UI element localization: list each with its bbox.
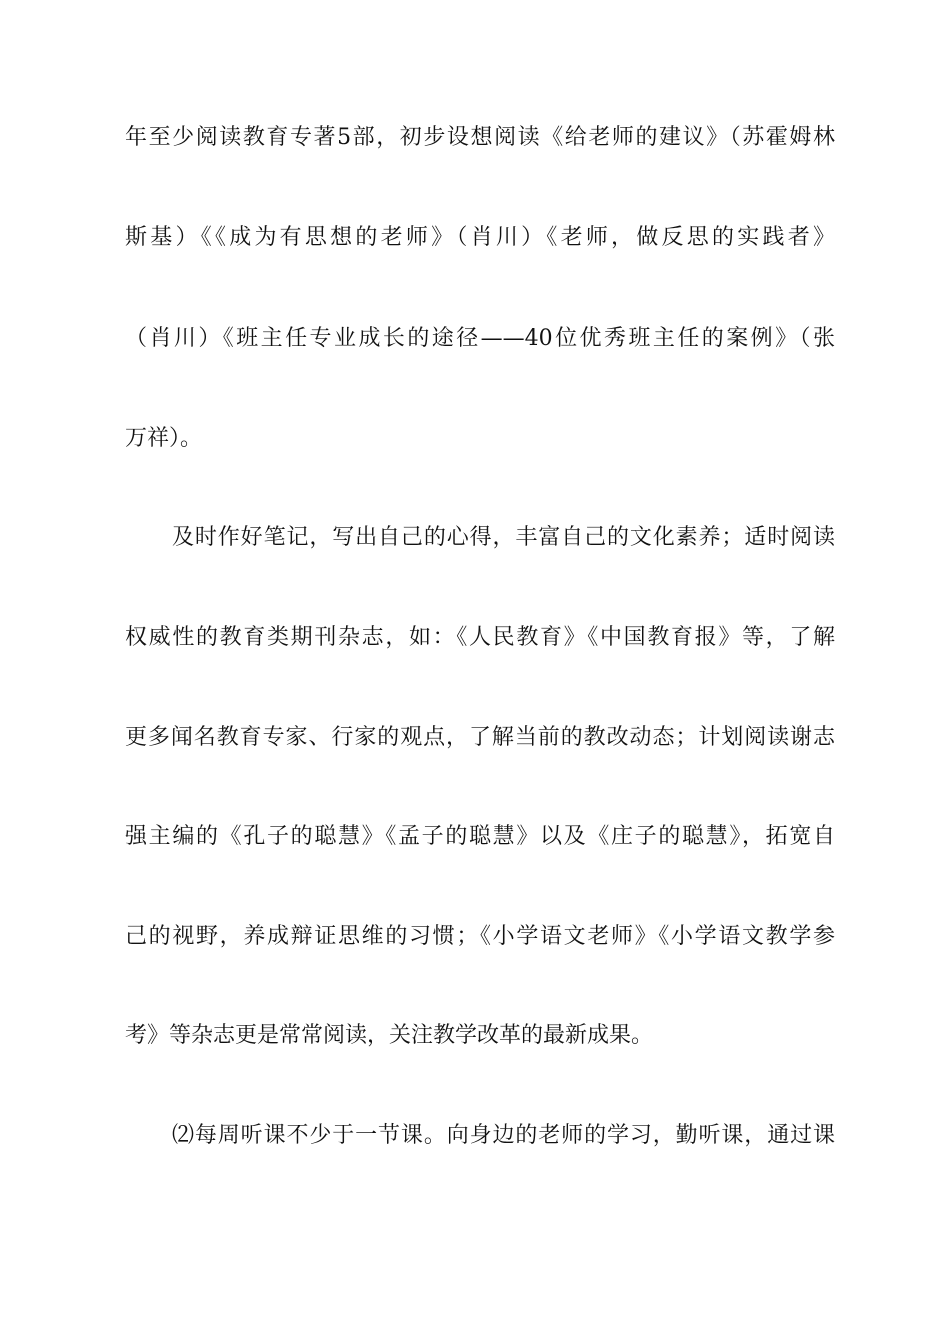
text-line-8: 强主编的《孔子的聪慧》《孟子的聪慧》以及《庄子的聪慧》，拓宽自 [125, 824, 835, 849]
text-line-2: 斯基）《《成为有思想的老师》（肖川）《老师，做反思的实践者》 [125, 225, 835, 250]
text-line-1: 年至少阅读教育专著5部，初步设想阅读《给老师的建议》（苏霍姆林 [125, 125, 835, 150]
text-line-4: 万祥）。 [125, 426, 203, 451]
text-line-10: 考》等杂志更是常常阅读，关注教学改革的最新成果。 [125, 1023, 654, 1048]
text-line-5: 及时作好笔记，写出自己的心得，丰富自己的文化素养；适时阅读 [172, 525, 835, 550]
text-line-7: 更多闻名教育专家、行家的观点，了解当前的教改动态；计划阅读谢志 [125, 725, 835, 750]
text-line-6: 权威性的教育类期刊杂志，如：《人民教育》《中国教育报》等，了解 [125, 625, 835, 650]
text-line-11: ⑵每周听课不少于一节课。向身边的老师的学习，勤听课，通过课 [172, 1123, 835, 1148]
text-line-9: 己的视野，养成辩证思维的习惯；《小学语文老师》《小学语文教学参 [125, 924, 835, 949]
text-line-3: （肖川）《班主任专业成长的途径——40位优秀班主任的案例》（张 [125, 326, 835, 351]
